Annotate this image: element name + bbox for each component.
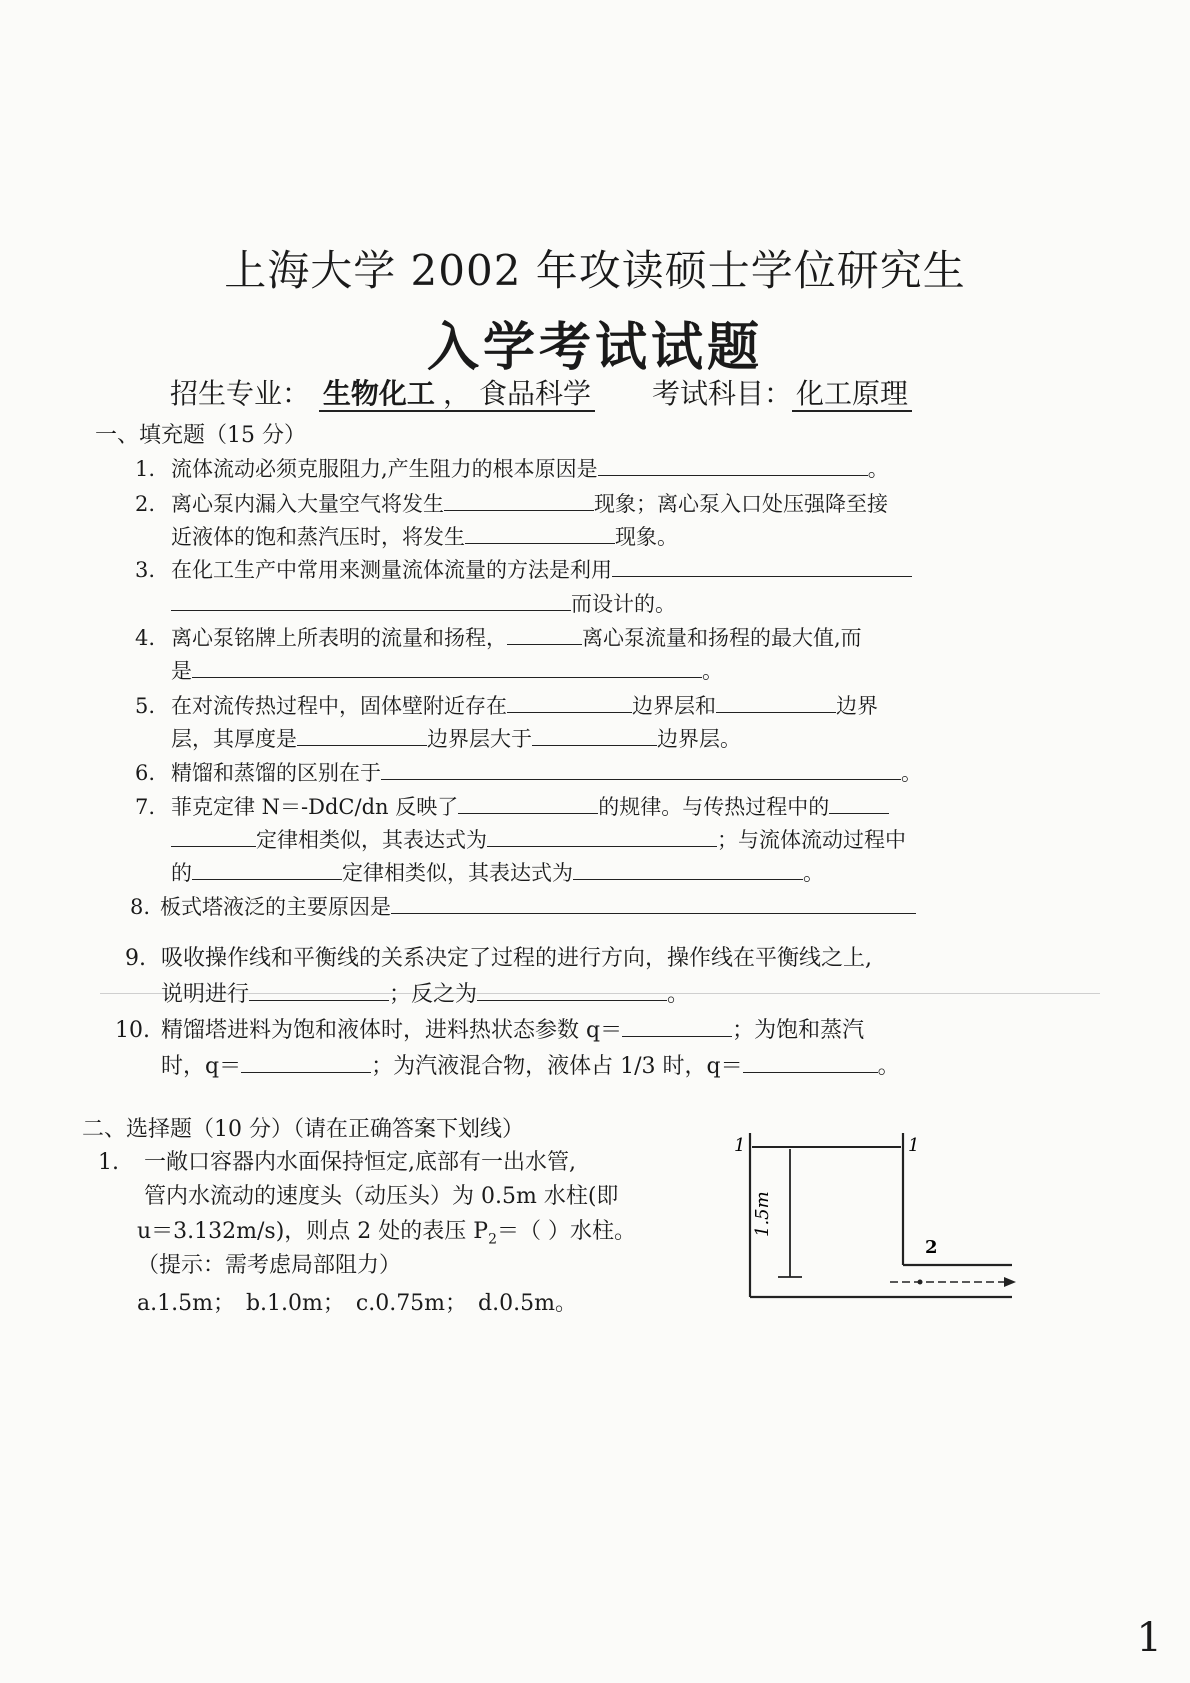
subject-row <box>652 372 912 412</box>
tank-outlet-diagram <box>720 1125 1030 1315</box>
label-2: 2 <box>925 1237 938 1258</box>
answer-blank[interactable] <box>477 980 667 1001</box>
question-1-8: 8. 板式塔液泛的主要原因是 <box>130 893 916 921</box>
answer-blank[interactable] <box>458 793 598 814</box>
question-1-5-cont: 层，其厚度是 边界层大于 边界层。 <box>171 727 741 751</box>
question-1-7: 7. 菲克定律 N＝-DdC/dn 反映了 的规律。与传热过程中的 <box>135 793 889 821</box>
answer-blank[interactable] <box>391 893 916 914</box>
major-row <box>170 372 595 412</box>
page-number: 1 <box>1136 1615 1162 1661</box>
question-1-9: 9. 吸收操作线和平衡线的关系决定了过程的进行方向，操作线在平衡线之上, <box>125 946 872 971</box>
answer-blank[interactable] <box>532 725 657 746</box>
answer-blank[interactable] <box>573 859 803 880</box>
question-1-10-cont: 时，q＝ ；为汽液混合物，液体占 1/3 时，q＝ 。 <box>161 1054 900 1079</box>
question-1-2: 2. 离心泵内漏入大量空气将发生 现象；离心泵入口处压强降至接 <box>135 492 888 516</box>
question-1-3-cont: 而设计的。 <box>171 590 676 618</box>
major-value-2: 食品科学 <box>475 377 595 412</box>
label-1-left: 1 <box>734 1135 746 1156</box>
question-1-3: 3. 在化工生产中常用来测量流体流量的方法是利用 <box>135 556 912 584</box>
question-1-9-cont: 说明进行 ；反之为 。 <box>161 982 690 1007</box>
major-label: 招生专业： <box>170 377 311 410</box>
answer-blank[interactable] <box>622 1016 732 1037</box>
question-1-2-cont: 近液体的饱和蒸汽压时，将发生 现象。 <box>171 525 678 549</box>
exam-title-line1: 上海大学 2002 年攻读硕士学位研究生 <box>224 246 966 295</box>
question-2-1-line2: 管内水流动的速度头（动压头）为 0.5m 水柱(即 <box>144 1184 619 1209</box>
answer-blank[interactable] <box>444 490 594 511</box>
question-1-7-cont2: 的 定律相类似，其表达式为 。 <box>171 861 824 885</box>
question-2-1: 1. 一敞口容器内水面保持恒定,底部有一出水管, <box>98 1150 576 1175</box>
question-2-1-options[interactable]: a.1.5m； b.1.0m； c.0.75m； d.0.5m。 <box>137 1291 577 1316</box>
answer-blank[interactable] <box>241 1052 371 1073</box>
answer-blank[interactable] <box>465 523 615 544</box>
question-1-6: 6. 精馏和蒸馏的区别在于 。 <box>135 761 922 785</box>
answer-blank[interactable] <box>716 692 836 713</box>
section2-heading: 二、选择题（10 分）（请在正确答案下划线） <box>82 1117 524 1142</box>
question-1-4-cont: 是 。 <box>171 659 723 683</box>
answer-blank[interactable] <box>487 826 717 847</box>
major-separator: ， <box>439 377 475 412</box>
question-1-4: 4. 离心泵铭牌上所表明的流量和扬程， 离心泵流量和扬程的最大值,而 <box>135 626 862 650</box>
answer-blank[interactable] <box>297 725 427 746</box>
question-1-5: 5. 在对流传热过程中，固体壁附近存在 边界层和 边界 <box>135 694 878 718</box>
point-2-marker <box>918 1280 923 1285</box>
answer-blank[interactable] <box>171 826 256 847</box>
height-label: 1.5m <box>752 1191 773 1237</box>
question-1-10: 10. 精馏塔进料为饱和液体时，进料热状态参数 q＝ ；为饱和蒸汽 <box>115 1018 865 1043</box>
answer-blank[interactable] <box>192 859 342 880</box>
answer-blank[interactable] <box>507 692 632 713</box>
subject-value: 化工原理 <box>792 377 912 412</box>
answer-blank[interactable] <box>381 759 901 780</box>
exam-title-line2: 入学考试试题 <box>426 317 763 378</box>
answer-blank[interactable] <box>612 556 912 577</box>
answer-blank[interactable] <box>507 624 582 645</box>
label-1-right: 1 <box>908 1135 920 1156</box>
question-1-7-cont: 定律相类似，其表达式为 ；与流体流动过程中 <box>171 826 906 854</box>
question-1-1: 1. 流体流动必须克服阻力,产生阻力的根本原因是 。 <box>135 457 889 481</box>
major-value-1: 生物化工 <box>319 377 439 412</box>
subject-label: 考试科目： <box>652 377 793 410</box>
answer-blank[interactable] <box>743 1052 878 1073</box>
question-2-1-hint: （提示：需考虑局部阻力） <box>137 1253 402 1278</box>
answer-blank[interactable] <box>192 657 702 678</box>
answer-blank[interactable] <box>249 980 389 1001</box>
answer-blank[interactable] <box>829 793 889 814</box>
flow-arrow-icon <box>1004 1277 1016 1287</box>
question-2-1-line3: u＝3.132m/s)，则点 2 处的表压 $P_2=$（ ）水柱。 <box>137 1219 636 1248</box>
answer-blank[interactable] <box>598 455 868 476</box>
section1-heading: 一、填充题（15 分） <box>95 423 306 448</box>
answer-blank[interactable] <box>171 590 571 611</box>
